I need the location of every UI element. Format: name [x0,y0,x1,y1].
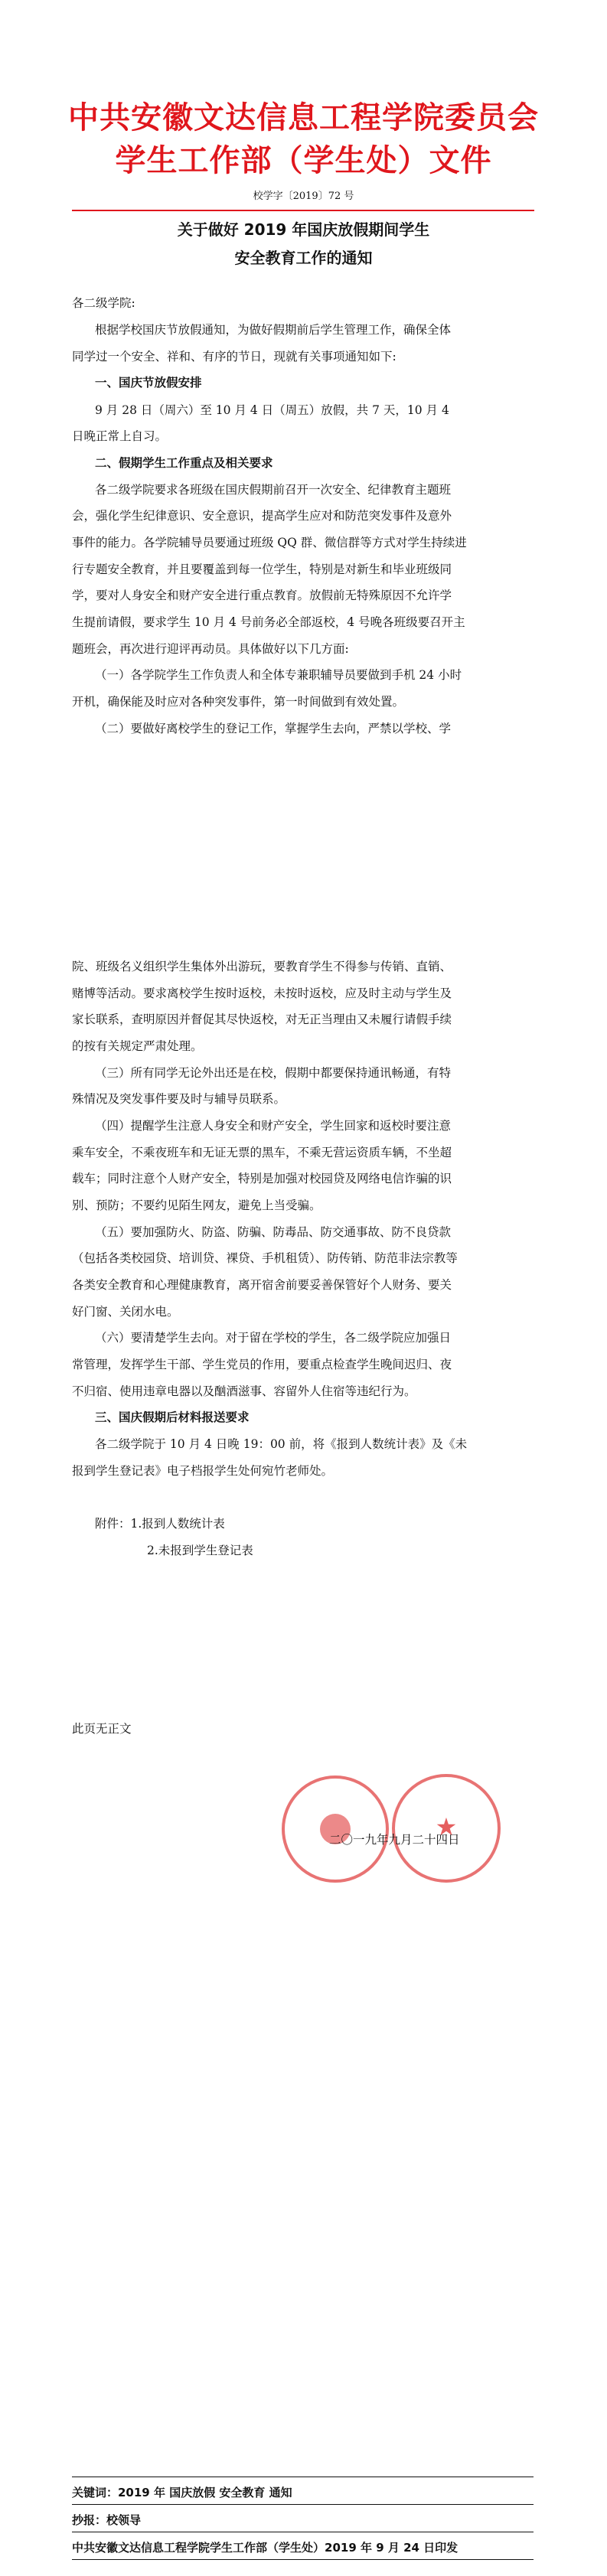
paragraph-line: 好门窗、关闭水电。 [72,1305,179,1319]
paragraph-line: 各二级学院要求各班级在国庆假期前召开一次安全、纪律教育主题班 [95,483,452,497]
party-committee-seal [282,1775,389,1883]
paragraph-line: （三）所有同学无论外出还是在校，假期中都要保持通讯畅通，有特 [95,1066,452,1080]
footer-rule [72,2559,534,2560]
paragraph-line: 不归宿、使用违章电器以及酗酒滋事、容留外人住宿等违纪行为。 [72,1384,416,1398]
no-text-note: 此页无正文 [72,1722,132,1736]
student-office-seal [392,1774,501,1883]
paragraph-line: 院、班级名义组织学生集体外出游玩，要教育学生不得参与传销、直销、 [72,960,452,973]
paragraph-line: 各类安全教育和心理健康教育，离开宿舍前要妥善保管好个人财务、要关 [72,1278,452,1292]
paragraph-line: 乘车安全，不乘夜班车和无证无票的黑车，不乘无营运资质车辆，不坐超 [72,1146,452,1159]
footer-cc: 抄报：校领导 [72,2513,142,2527]
section-heading: 二、假期学生工作重点及相关要求 [95,455,273,470]
paragraph-line: （六）要清楚学生去向。对于留在学校的学生，各二级学院应加强日 [95,1331,452,1345]
paragraph-line: 生提前请假，要求学生 10 月 4 号前务必全部返校，4 号晚各班级要召开主 [72,615,465,629]
star-icon: ★ [435,1812,458,1842]
paragraph-line: 载车；同时注意个人财产安全，特别是加强对校园贷及网络电信诈骗的识 [72,1172,452,1185]
paragraph-line: （四）提醒学生注意人身安全和财产安全，学生回家和返校时要注意 [95,1119,452,1133]
paragraph-line: 别、预防；不要约见陌生网友，避免上当受骗。 [72,1198,321,1212]
paragraph-line: 开机，确保能及时应对各种突发事件，第一时间做到有效处置。 [72,695,405,709]
footer-issuer: 中共安徽文达信息工程学院学生工作部（学生处）2019 年 9 月 24 日印发 [72,2541,459,2555]
issue-date: 二〇一九年九月二十四日 [329,1833,460,1847]
header-title-line2: 学生工作部（学生处）文件 [115,143,492,178]
attachment-item: 附件：1.报到人数统计表 [95,1517,225,1531]
paragraph-line: 常管理，发挥学生干部、学生党员的作用，要重点检查学生晚间迟归、夜 [72,1358,452,1371]
paragraph-line: 事件的能力。各学院辅导员要通过班级 QQ 群、微信群等方式对学生持续进 [72,536,467,549]
paragraph-line: 报到学生登记表》电子档报学生处何宛竹老师处。 [72,1464,334,1478]
paragraph-line: 日晚正常上自习。 [72,429,168,443]
notice-title-line2: 安全教育工作的通知 [234,249,373,267]
paragraph-line: 会，强化学生纪律意识、安全意识，提高学生应对和防范突发事件及意外 [72,509,452,523]
paragraph-line: 学，要对人身安全和财产安全进行重点教育。放假前无特殊原因不允许学 [72,589,452,602]
paragraph-line: 9 月 28 日（周六）至 10 月 4 日（周五）放假，共 7 天，10 月 4 [95,403,449,417]
paragraph-line: （一）各学院学生工作负责人和全体专兼职辅导员要做到手机 24 小时 [95,668,462,682]
paragraph-line: （包括各类校园贷、培训贷、裸贷、手机租赁）、防传销、防范非法宗教等 [72,1251,458,1265]
paragraph-line: 的按有关规定严肃处理。 [72,1039,203,1053]
paragraph-line: （五）要加强防火、防盗、防骗、防毒品、防交通事故、防不良贷款 [95,1225,452,1239]
paragraph-line: （二）要做好离校学生的登记工作，掌握学生去向，严禁以学校、学 [95,722,452,735]
document-number: 校学字〔2019〕72 号 [253,191,354,202]
paragraph-line: 殊情况及突发事件要及时与辅导员联系。 [72,1092,286,1106]
header-red-divider [72,210,534,211]
paragraph-line: 家长联系，查明原因并督促其尽快返校，对无正当理由又未履行请假手续 [72,1012,452,1026]
section-heading: 三、国庆假期后材料报送要求 [95,1410,250,1424]
header-title-line1: 中共安徽文达信息工程学院委员会 [68,100,539,135]
section-heading: 一、国庆节放假安排 [95,375,202,390]
footer-keywords: 关键词：2019 年 国庆放假 安全教育 通知 [72,2486,292,2499]
intro-line: 根据学校国庆节放假通知，为做好假期前后学生管理工作，确保全体 [95,323,452,337]
footer-rule [72,2504,534,2505]
intro-line: 同学过一个安全、祥和、有序的节日，现就有关事项通知如下: [72,350,397,364]
salutation: 各二级学院: [72,296,135,310]
paragraph-line: 赌博等活动。要求离校学生按时返校，未按时返校，应及时主动与学生及 [72,986,452,1000]
notice-title-line1: 关于做好 2019 年国庆放假期间学生 [177,220,430,239]
paragraph-line: 题班会，再次进行迎评再动员。具体做好以下几方面: [72,642,349,656]
attachment-item: 2.未报到学生登记表 [147,1544,253,1557]
paragraph-line: 行专题安全教育，并且要覆盖到每一位学生，特别是对新生和毕业班级同 [72,562,452,576]
paragraph-line: 各二级学院于 10 月 4 日晚 19：00 前，将《报到人数统计表》及《未 [95,1437,468,1451]
